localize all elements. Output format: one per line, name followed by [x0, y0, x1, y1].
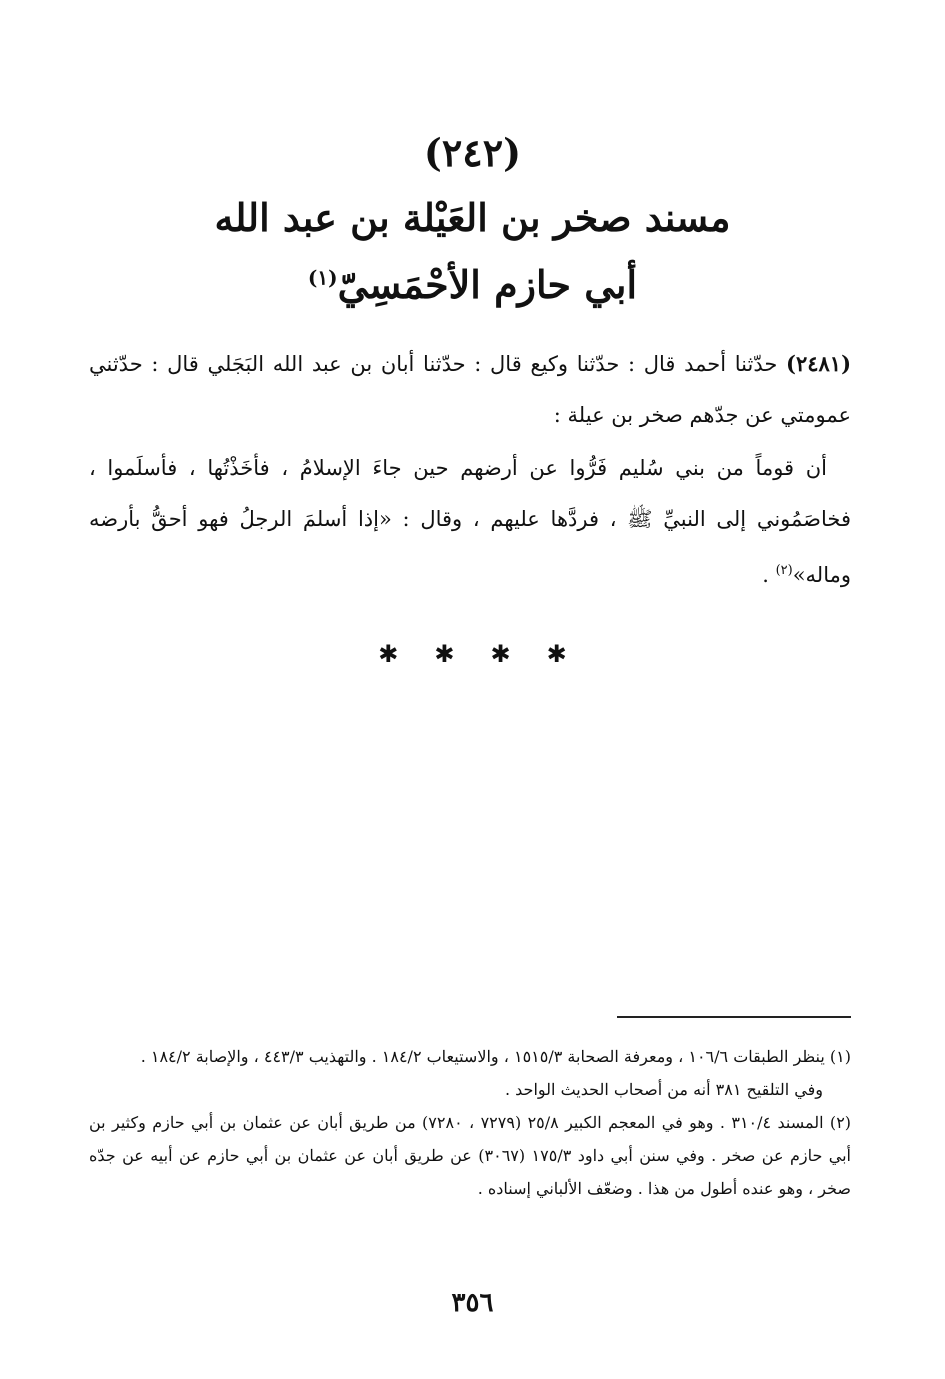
footnote-1: (١) ينظر الطبقات ١٠٦/٦ ، ومعرفة الصحابة ١٥١٥/٣ ، والاستيعاب ١٨٤/٢ . والتهذيب ٤٤٣/٣ ، والإصابة ١٨٤/٢ . [140, 1047, 851, 1066]
separator-star: ✱ [434, 640, 455, 668]
footnote-ref-1: (١) [307, 265, 338, 290]
separator-star: ✱ [378, 640, 399, 668]
section-separator [0, 640, 945, 668]
hadith-text [89, 338, 851, 601]
chapter-title-line2-text: أبي حازم الأحْمَسِيّ [337, 262, 638, 307]
footnote-1-continued: وفي التلقيح ٣٨١ أنه من أصحاب الحديث الواحد . [504, 1080, 823, 1099]
separator-star: ✱ [490, 640, 511, 668]
hadith-matn-paragraph [89, 443, 851, 601]
hadith-number: (٢٤٨١) [786, 351, 851, 376]
hadith-matn-end: . [762, 563, 776, 587]
chapter-title-line1: مسند صخر بن العَيْلة بن عبد الله [214, 195, 731, 240]
separator-star: ✱ [546, 640, 567, 668]
footnote-2: (٢) المسند ٣١٠/٤ . وهو في المعجم الكبير ٢٥/٨ (٧٢٧٩ ، ٧٢٨٠) من طريق أبان عن عثمان بن أبي حازم وكثير بن أبي حازم عن صخر . وفي سنن أبي داود ١٧٥/٣ (٣٠٦٧) عن طريق أبان عن عثمان بن أبي حازم عن أبيه عن جدّه صخر ، وهو عنده أطول من هذا . وضعّف الألباني إسناده . [89, 1113, 852, 1198]
hadith-isnad: حدّثنا أحمد قال : حدّثنا وكيع قال : حدّثنا أبان بن عبد الله البَجَلي قال : حدّثني عمومتي عن جدّهم صخر بن عيلة : [89, 352, 851, 427]
footnote-ref-2: (٢) [775, 563, 793, 578]
page-number: ٣٥٦ [451, 1288, 494, 1318]
footnote-divider [617, 1016, 851, 1018]
footnotes [89, 1040, 851, 1205]
hadith-matn: أن قوماً من بني سُليم فَرُّوا عن أرضهم حين جاءَ الإسلامُ ، فأخَذْتُها ، فأسلَموا ، فخاصَمُوني إلى النبيِّ ﷺ ، فردَّها عليهم ، وقال : «إذا أسلمَ الرجلُ فهو أحقُّ بأرضه وماله» [89, 456, 851, 587]
section-number: (٢٤٢) [423, 130, 522, 175]
hadith-isnad-paragraph [89, 338, 851, 441]
chapter-title-line2 [0, 262, 945, 307]
